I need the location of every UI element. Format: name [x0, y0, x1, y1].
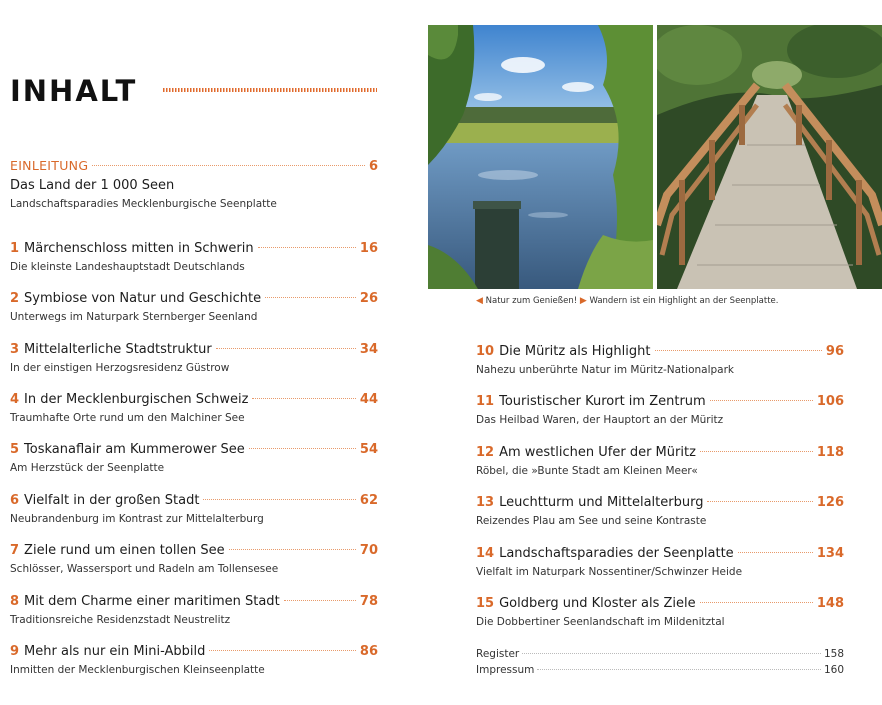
- toc-entry-2[interactable]: [10, 290, 378, 324]
- chapter-page: 148: [816, 596, 844, 611]
- caption-left-text: Natur zum Genießen!: [485, 296, 578, 306]
- chapter-number: 10: [476, 344, 495, 359]
- chapter-page: 16: [359, 241, 378, 256]
- dot-leader: [284, 600, 356, 601]
- toc-entry-intro[interactable]: [10, 157, 378, 211]
- toc-entry-5[interactable]: [10, 441, 378, 475]
- chapter-subtitle: Nahezu unberührte Natur im Müritz-Nationalpark: [476, 364, 735, 376]
- dot-leader: [700, 451, 813, 452]
- dot-leader: [738, 552, 813, 553]
- chapter-title: Mittelalterliche Stadtstruktur: [24, 342, 212, 357]
- chapter-subtitle: Neubrandenburg im Kontrast zur Mittelalterburg: [10, 513, 264, 525]
- arrow-left-icon: ◀: [476, 296, 483, 306]
- chapter-title: Vielfalt in der großen Stadt: [24, 493, 200, 508]
- chapter-title: In der Mecklenburgischen Schweiz: [24, 392, 249, 407]
- caption-right-text: Wandern ist ein Highlight an der Seenplatte.: [589, 296, 779, 306]
- toc-entry-register[interactable]: [476, 646, 844, 662]
- chapter-subtitle: Vielfalt im Naturpark Nossentiner/Schwinzer Heide: [476, 566, 743, 578]
- toc-entry-13[interactable]: [476, 494, 844, 528]
- chapter-page: 70: [359, 543, 378, 558]
- chapter-page: 44: [359, 392, 378, 407]
- chapter-title: Mehr als nur ein Mini-Abbild: [24, 644, 206, 659]
- chapter-subtitle: Die kleinste Landeshauptstadt Deutschlands: [10, 261, 245, 273]
- chapter-title: Touristischer Kurort im Zentrum: [499, 394, 706, 409]
- dot-leader: [655, 350, 822, 351]
- page-title: INHALT: [10, 74, 138, 108]
- chapter-number: 15: [476, 596, 495, 611]
- chapter-title: Symbiose von Natur und Geschichte: [24, 291, 262, 306]
- toc-entry-11[interactable]: [476, 393, 844, 427]
- chapter-title: Toskanaflair am Kummerower See: [24, 442, 245, 457]
- chapter-number: 8: [10, 594, 20, 609]
- chapter-number: 12: [476, 445, 495, 460]
- chapter-number: 2: [10, 291, 20, 306]
- toc-entry-8[interactable]: [10, 593, 378, 627]
- dot-leader: [209, 650, 356, 651]
- chapter-title: Leuchtturm und Mittelalterburg: [499, 495, 704, 510]
- chapter-page: 96: [825, 344, 844, 359]
- intro-page: 6: [368, 159, 378, 174]
- intro-subtitle: Landschaftsparadies Mecklenburgische Seenplatte: [10, 198, 277, 210]
- chapter-page: 34: [359, 342, 378, 357]
- boardwalk-photo: [657, 25, 882, 289]
- chapter-page: 106: [816, 394, 844, 409]
- boardwalk-image: [657, 25, 882, 289]
- appendix-page: 158: [823, 648, 844, 660]
- title-rule: [163, 88, 377, 92]
- chapter-number: 11: [476, 394, 495, 409]
- dot-leader: [249, 448, 356, 449]
- chapter-subtitle: Am Herzstück der Seenplatte: [10, 462, 165, 474]
- chapter-subtitle: Schlösser, Wassersport und Radeln am Tollensesee: [10, 563, 279, 575]
- dot-leader: [522, 653, 821, 654]
- toc-entry-14[interactable]: [476, 545, 844, 579]
- dot-leader: [92, 165, 365, 166]
- chapter-title: Die Müritz als Highlight: [499, 344, 651, 359]
- dot-leader: [707, 501, 812, 502]
- appendix-title: Register: [476, 648, 520, 660]
- chapter-number: 13: [476, 495, 495, 510]
- chapter-subtitle: Die Dobbertiner Seenlandschaft im Mildenitztal: [476, 616, 725, 628]
- dot-leader: [710, 400, 813, 401]
- chapter-number: 4: [10, 392, 20, 407]
- toc-entry-10[interactable]: [476, 343, 844, 377]
- dot-leader: [229, 549, 356, 550]
- chapter-number: 9: [10, 644, 20, 659]
- chapter-number: 3: [10, 342, 20, 357]
- chapter-title: Am westlichen Ufer der Müritz: [499, 445, 696, 460]
- dot-leader: [537, 669, 821, 670]
- chapter-page: 134: [816, 546, 844, 561]
- chapter-subtitle: In der einstigen Herzogsresidenz Güstrow: [10, 362, 230, 374]
- toc-entry-9[interactable]: [10, 643, 378, 677]
- toc-entry-15[interactable]: [476, 595, 844, 629]
- chapter-number: 14: [476, 546, 495, 561]
- chapter-page: 86: [359, 644, 378, 659]
- intro-label: EINLEITUNG: [10, 158, 89, 173]
- chapter-subtitle: Traditionsreiche Residenzstadt Neustrelitz: [10, 614, 231, 626]
- toc-entry-7[interactable]: [10, 542, 378, 576]
- lake-landscape-image: [428, 25, 653, 289]
- photo-caption: [476, 296, 778, 306]
- chapter-subtitle: Unterwegs im Naturpark Sternberger Seenland: [10, 311, 258, 323]
- toc-entry-1[interactable]: [10, 240, 378, 274]
- toc-entry-12[interactable]: [476, 444, 844, 478]
- chapter-title: Landschaftsparadies der Seenplatte: [499, 546, 734, 561]
- chapter-title: Mit dem Charme einer maritimen Stadt: [24, 594, 280, 609]
- chapter-title: Goldberg und Kloster als Ziele: [499, 596, 696, 611]
- toc-entry-impressum[interactable]: [476, 662, 844, 678]
- appendix-title: Impressum: [476, 664, 535, 676]
- dot-leader: [700, 602, 813, 603]
- chapter-page: 118: [816, 445, 844, 460]
- chapter-subtitle: Reizendes Plau am See und seine Kontraste: [476, 515, 707, 527]
- toc-entry-6[interactable]: [10, 492, 378, 526]
- chapter-number: 7: [10, 543, 20, 558]
- dot-leader: [252, 398, 355, 399]
- chapter-subtitle: Inmitten der Mecklenburgischen Kleinseenplatte: [10, 664, 265, 676]
- dot-leader: [216, 348, 356, 349]
- chapter-title: Ziele rund um einen tollen See: [24, 543, 225, 558]
- dot-leader: [258, 247, 356, 248]
- chapter-title: Märchenschloss mitten in Schwerin: [24, 241, 254, 256]
- arrow-right-icon: ▶: [579, 296, 587, 306]
- toc-entry-3[interactable]: [10, 341, 378, 375]
- chapter-number: 1: [10, 241, 20, 256]
- dot-leader: [203, 499, 355, 500]
- chapter-page: 126: [816, 495, 844, 510]
- lake-photo: [428, 25, 653, 289]
- chapter-number: 5: [10, 442, 20, 457]
- intro-title: Das Land der 1 000 Seen: [10, 178, 175, 193]
- dot-leader: [265, 297, 356, 298]
- chapter-page: 78: [359, 594, 378, 609]
- chapter-subtitle: Traumhafte Orte rund um den Malchiner See: [10, 412, 245, 424]
- chapter-page: 54: [359, 442, 378, 457]
- chapter-page: 26: [359, 291, 378, 306]
- chapter-number: 6: [10, 493, 20, 508]
- toc-entry-4[interactable]: [10, 391, 378, 425]
- chapter-page: 62: [359, 493, 378, 508]
- appendix-page: 160: [823, 664, 844, 676]
- chapter-subtitle: Das Heilbad Waren, der Hauptort an der Müritz: [476, 414, 724, 426]
- chapter-subtitle: Röbel, die »Bunte Stadt am Kleinen Meer«: [476, 465, 698, 477]
